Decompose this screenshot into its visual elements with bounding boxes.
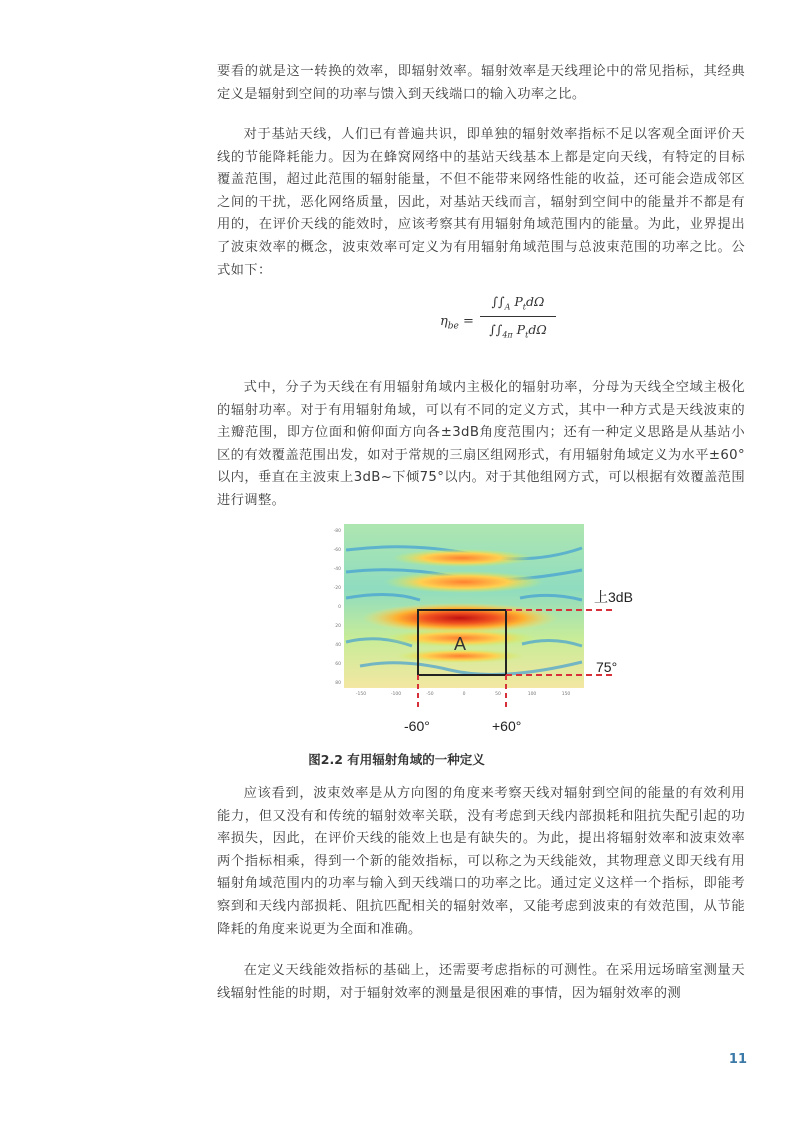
y-tick-label: 0 — [338, 605, 341, 610]
y-tick-label: 80 — [335, 681, 341, 686]
formula-fraction-bar — [480, 316, 556, 317]
y-tick-label: 40 — [335, 643, 341, 648]
y-tick-label: -20 — [333, 586, 341, 591]
beam-efficiency-formula — [440, 292, 560, 352]
right-60-label: +60° — [492, 718, 522, 734]
region-label: A — [454, 634, 467, 654]
sidelobe — [392, 549, 532, 567]
x-tick-label: -150 — [355, 692, 367, 697]
formula-numerator: $\int\int_A$ $P_td\Omega$ — [491, 294, 545, 312]
formula-denominator: $\int\int_{4\pi}$ $P_td\Omega$ — [489, 322, 547, 340]
y-tick-label: 60 — [335, 662, 341, 667]
x-tick-label: -50 — [426, 692, 434, 697]
lower-75-label: 75° — [596, 659, 618, 675]
paragraph-1: 要看的就是这一转换的效率，即辐射效率。辐射效率是天线理论中的常见指标，其经典定义是辐射到空间的功率与馈入到天线端口的输入功率之比。 — [217, 64, 745, 102]
x-tick-label: 100 — [527, 692, 537, 697]
upper-3db-label: 上3dB — [594, 589, 633, 605]
radiation-pattern-figure — [330, 520, 650, 740]
paragraph-3: 式中，分子为天线在有用辐射角域内主极化的辐射功率，分母为天线全空域主极化的辐射功率。对于有用辐射角域，可以有不同的定义方式，其中一种方式是天线波束的主瓣范围，即方位面和俯仰面方向各±3dB角度范围内；还有一种定义思路是从基站小区的有效覆盖范围出发，如对于常规的三扇区组网形式，有用辐射角域定义为水平±60°以内，垂直在主波束上3dB~下倾75°以内。对于其他组网方式，可以根据有效覆盖范围进行调整。 — [217, 380, 745, 508]
y-tick-label: -60 — [333, 548, 341, 553]
page-number: 11 — [728, 1052, 747, 1067]
x-tick-label: 50 — [495, 692, 501, 697]
heatmap-svg — [330, 520, 650, 740]
y-tick-label: 20 — [335, 624, 341, 629]
y-tick-label: -80 — [333, 529, 341, 534]
x-tick-label: 0 — [462, 692, 466, 697]
paragraph-4: 应该看到，波束效率是从方向图的角度来考察天线对辐射到空间的能量的有效利用能力，但又没有和传统的辐射效率关联，没有考虑到天线内部损耗和阻抗失配引起的功率损失，因此，在评价天线的能效上也是有缺失的。为此，提出将辐射效率和波束效率两个指标相乘，得到一个新的能效指标，可以称之为天线能效，其物理意义即天线有用辐射角域范围内的功率与输入到天线端口的功率之比。通过定义这样一个指标，即能考察到和天线内部损耗、阻抗匹配相关的辐射效率，又能考虑到波束的有效范围，从节能降耗的角度来说更为全面和准确。 — [217, 786, 745, 937]
formula-lhs: $\eta_{be}$ = — [440, 314, 474, 332]
figure-caption: 图2.2 有用辐射角域的一种定义 — [308, 752, 485, 767]
y-axis-ticks — [334, 528, 341, 686]
paragraph-2: 对于基站天线，人们已有普遍共识，即单独的辐射效率指标不足以客观全面评价天线的节能降耗能力。因为在蜂窝网络中的基站天线基本上都是定向天线，有特定的目标覆盖范围，超过此范围的辐射能量，不但不能带来网络性能的收益，还可能会造成邻区之间的干扰，恶化网络质量，因此，对基站天线而言，辐射到空间中的能量并不都是有用的，在评价天线的能效时，应该考察其有用辐射角域范围内的能量。为此，业界提出了波束效率的概念，波束效率可定义为有用辐射角域范围与总波束范围的功率之比。公式如下： — [217, 127, 745, 278]
sidelobe — [384, 571, 544, 593]
paragraph-5: 在定义天线能效指标的基础上，还需要考虑指标的可测性。在采用远场暗室测量天线辐射性能的时期，对于辐射效率的测量是很困难的事情，因为辐射效率的测 — [217, 963, 745, 1001]
x-axis-ticks — [356, 691, 571, 697]
mainlobe — [362, 603, 558, 633]
x-tick-label: -100 — [390, 692, 402, 697]
left-60-label: -60° — [404, 718, 430, 734]
y-tick-label: -40 — [333, 567, 341, 572]
x-tick-label: 150 — [561, 692, 571, 697]
